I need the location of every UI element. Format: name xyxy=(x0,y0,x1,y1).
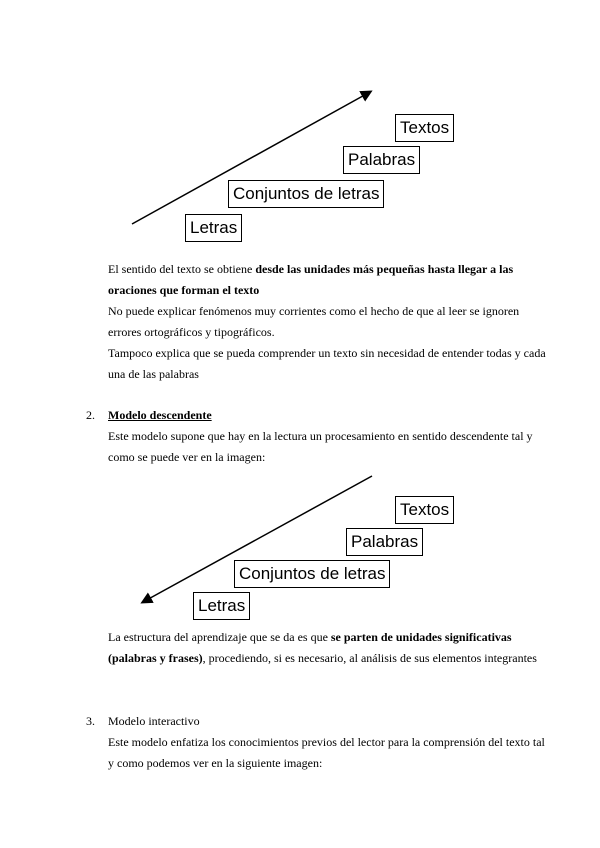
top-down-text-2: , procediendo, si es necesario, al análisis de sus elementos integrantes xyxy=(202,651,537,665)
section-3-body: Este modelo enfatiza los conocimientos previos del lector para la comprensión del texto tal y como podemos ver en la siguiente imagen: xyxy=(108,735,545,770)
limitation-2: Tampoco explica que se pueda comprender un texto sin necesidad de entender todas y cada una de las palabras xyxy=(108,346,546,381)
top-down-explanation xyxy=(108,627,548,669)
box-palabras: Palabras xyxy=(343,146,420,174)
bottom-up-diagram xyxy=(0,88,600,248)
ascending-arrow xyxy=(0,88,600,248)
box-palabras-2: Palabras xyxy=(346,528,423,556)
section-2-heading xyxy=(86,405,212,426)
box-conjuntos-de-letras: Conjuntos de letras xyxy=(228,180,384,208)
box-letras: Letras xyxy=(185,214,242,242)
section-3-heading xyxy=(86,711,200,732)
section-2-title: Modelo descendente xyxy=(108,408,212,422)
descending-arrow xyxy=(0,472,600,624)
section-3-number: 3. xyxy=(86,714,95,728)
section-2-body: Este modelo supone que hay en la lectura un procesamiento en sentido descendente tal y como se puede ver en la imagen: xyxy=(108,429,533,464)
box-letras-2: Letras xyxy=(193,592,250,620)
explanation-text: El sentido del texto se obtiene xyxy=(108,262,256,276)
section-2-number: 2. xyxy=(86,408,95,422)
top-down-diagram xyxy=(0,472,600,624)
box-conjuntos-de-letras-2: Conjuntos de letras xyxy=(234,560,390,588)
bottom-up-explanation xyxy=(108,259,548,385)
top-down-text-1: La estructura del aprendizaje que se da es que xyxy=(108,630,331,644)
limitation-1: No puede explicar fenómenos muy corrientes como el hecho de que al leer se ignoren errores ortográficos y tipográficos. xyxy=(108,304,520,339)
box-textos: Textos xyxy=(395,114,454,142)
top-down-bold: se parten de unidades significativas (palabras y frases) xyxy=(108,630,512,665)
section-3-title: Modelo interactivo xyxy=(108,714,200,728)
box-textos-2: Textos xyxy=(395,496,454,524)
explanation-bold: desde las unidades más pequeñas hasta llegar a las oraciones que forman el texto xyxy=(108,262,514,297)
